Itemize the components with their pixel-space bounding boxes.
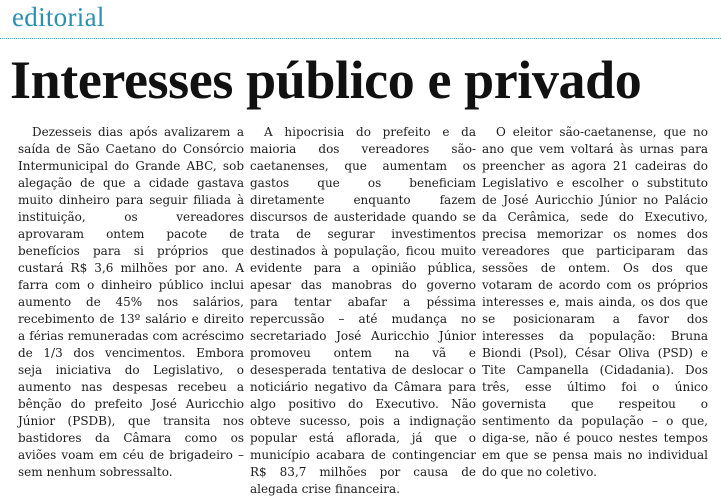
column-1 xyxy=(18,124,244,498)
article-body xyxy=(18,124,708,498)
headline: Interesses público e privado xyxy=(10,50,642,110)
paragraph: A hipocrisia do prefeito e da maioria dos vereadores são-caetanenses, que aumentam os gastos que os beneficiam diretamente enquanto fazem discursos de austeridade quando se trata de segurar investimentos destinados à população, ficou muito evidente para a opinião pública, apesar das manobras do governo para tentar abafar a péssima repercussão – até mudança no secretariado José Auricchio Júnior promoveu ontem na vã e desesperada tentativa de deslocar o noticiário negativo da Câmara para algo positivo do Executivo. Não obteve sucesso, pois a indignação popular está aflorada, já que o município acabara de contingenciar R$ 83,7 milhões por causa de alegada crise financeira. xyxy=(250,125,476,496)
column-3 xyxy=(482,124,708,498)
section-label: editorial xyxy=(12,2,105,32)
paragraph: O eleitor são-caetanense, que no ano que vem voltará às urnas para preencher as agora 21 cadeiras do Legislativo e escolher o substituto de José Auricchio Júnior no Palácio da Cerâmica, sede do Executivo, precisa memorizar os nomes dos vereadores que participaram das sessões de ontem. Os dos que votaram de acordo com os próprios interesses e, mais ainda, os dos que se posicionaram a favor dos interesses da população: Bruna Biondi (Psol), César Oliva (PSD) e Tite Campanella (Cidadania). Dos três, esse último foi o único governista que respeitou o sentimento da população – o que, diga-se, não é pouco nestes tempos em que se pensa mais no individual do que no coletivo. xyxy=(482,125,708,479)
paragraph: Dezesseis dias após avalizarem a saída de São Caetano do Consórcio Intermunicipal do Grande ABC, sob alegação de que a cidade gastava muito dinheiro para seguir filiada à instituição, os vereadores aprovaram ontem pacote de benefícios para si próprios que custará R$ 3,6 milhões por ano. A farra com o dinheiro público inclui aumento de 45% nos salários, recebimento de 13º salário e direito a férias remuneradas com acréscimo de 1/3 dos vencimentos. Embora seja iniciativa do Legislativo, o aumento nas despesas recebeu a bênção do prefeito José Auricchio Júnior (PSDB), que transita nos bastidores da Câmara como os aviões voam em céu de brigadeiro – sem nenhum sobressalto. xyxy=(18,125,244,479)
column-2 xyxy=(250,124,476,498)
section-divider xyxy=(0,38,721,39)
